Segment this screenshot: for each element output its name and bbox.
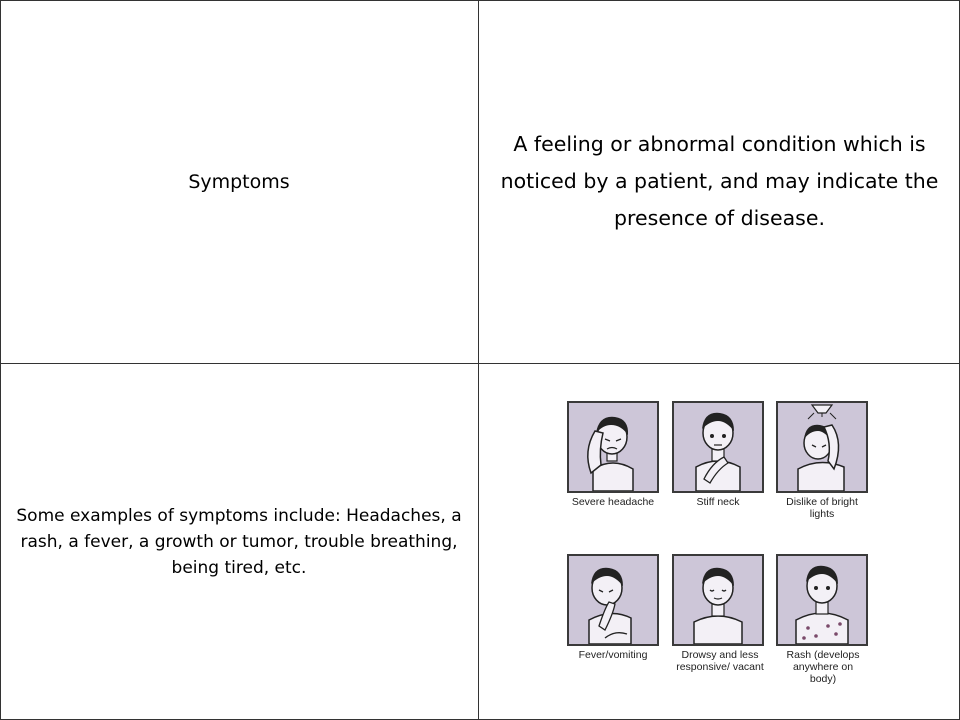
- caption-stiff-neck: Stiff neck: [696, 496, 740, 508]
- panel-fever-vomiting: [567, 554, 659, 646]
- caption-bright-lights: Dislike of bright lights: [786, 496, 858, 520]
- panel-severe-headache: [567, 401, 659, 493]
- examples-text: Some examples of symptoms include: Headaches, a rash, a fever, a growth or tumor, trouble breathing, being tired, etc.: [16, 506, 462, 578]
- examples-cell: [0, 364, 478, 720]
- definition-cell: [479, 0, 960, 363]
- symptom-illustration: [479, 364, 960, 720]
- caption-fever-vomiting: Fever/vomiting: [578, 649, 648, 661]
- panel-rash: [776, 554, 868, 646]
- panel-bright-lights: [776, 401, 868, 493]
- definition-text: A feeling or abnormal condition which is noticed by a patient, and may indicate the presence of disease.: [500, 132, 939, 230]
- term-cell: [0, 0, 478, 363]
- term-text: Symptoms: [188, 170, 290, 193]
- caption-severe-headache: Severe headache: [571, 496, 655, 508]
- caption-rash: Rash (develops anywhere on body): [786, 649, 860, 685]
- panel-drowsy: [672, 554, 764, 646]
- panel-stiff-neck: [672, 401, 764, 493]
- caption-drowsy: Drowsy and less responsive/ vacant: [676, 649, 764, 673]
